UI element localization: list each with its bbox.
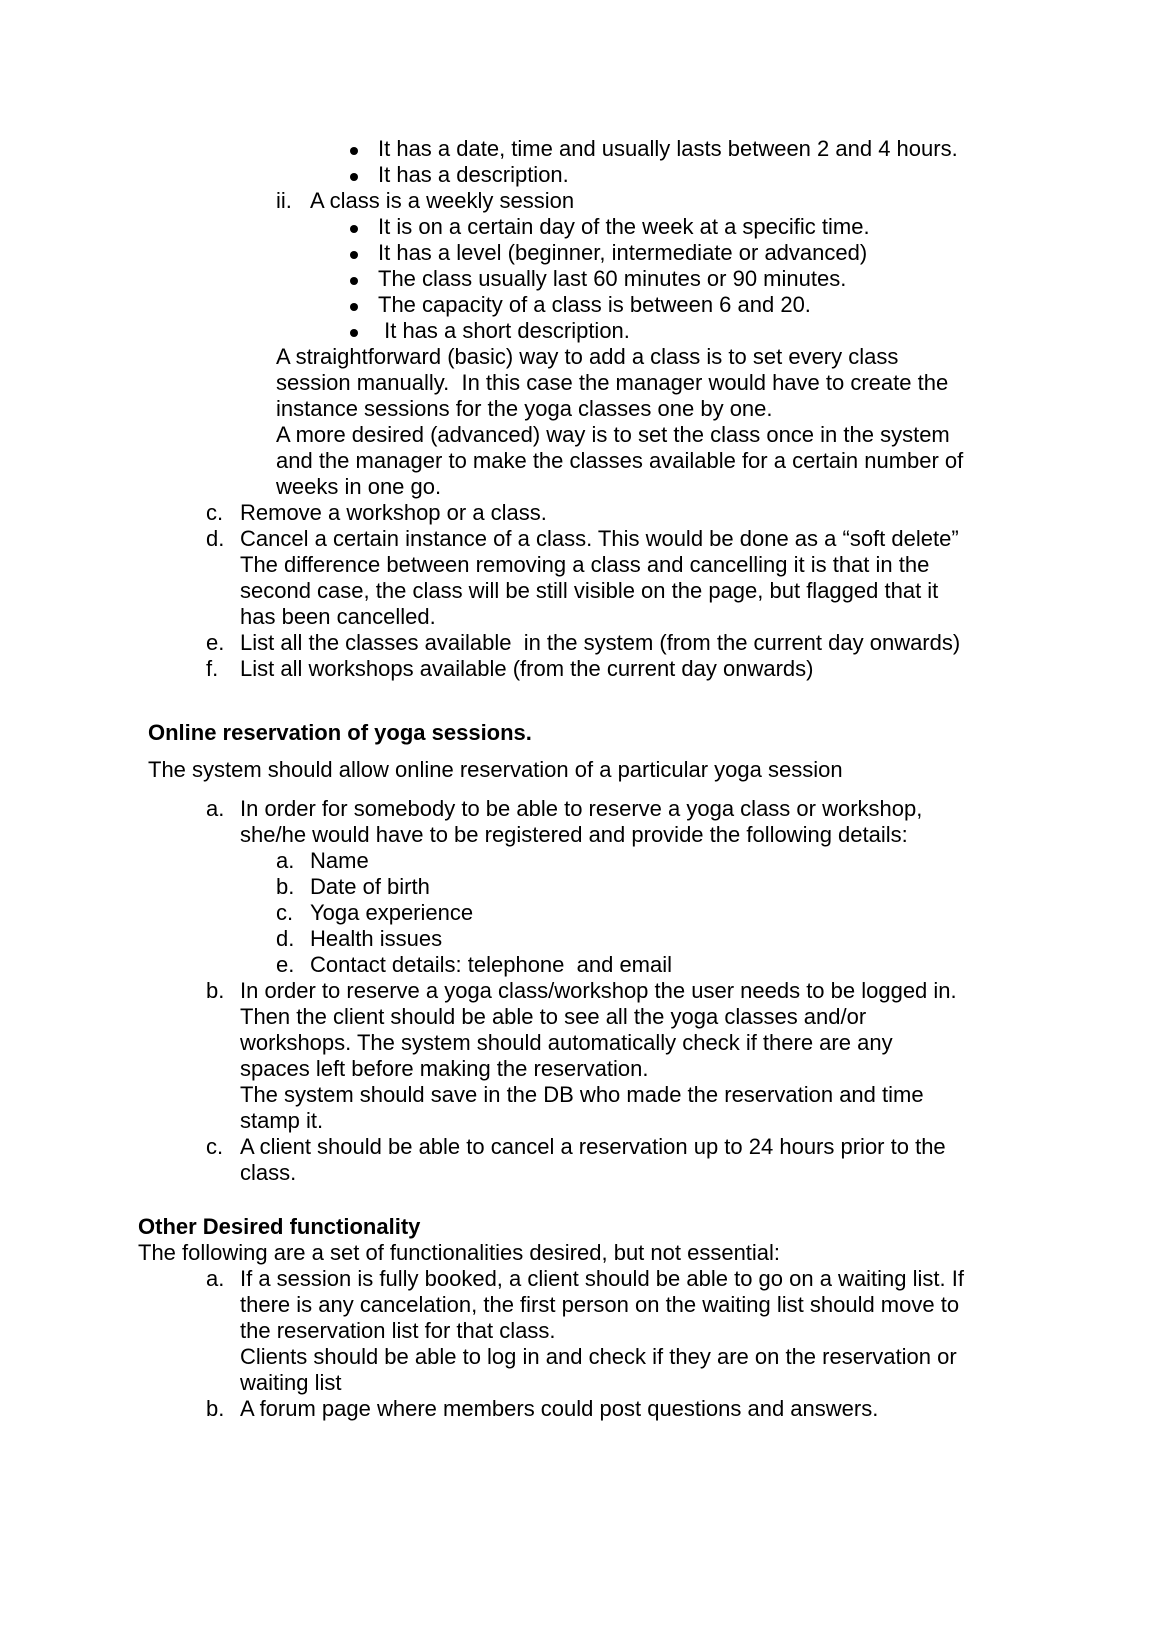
detail-item: Name	[310, 848, 369, 873]
list-marker: b.	[276, 874, 295, 899]
list-item-line: Clients should be able to log in and check if they are on the reservation or	[240, 1344, 957, 1369]
section-heading: Other Desired functionality	[138, 1214, 421, 1239]
list-item-line: Cancel a certain instance of a class. This would be done as a “soft delete”	[240, 526, 959, 551]
paragraph-line: A more desired (advanced) way is to set the class once in the system	[276, 422, 950, 447]
list-marker: e.	[276, 952, 295, 977]
list-marker: b.	[206, 1396, 225, 1421]
class-bullet: The capacity of a class is between 6 and 20.	[378, 292, 811, 317]
list-marker: c.	[206, 500, 224, 525]
list-item-line: spaces left before making the reservation.	[240, 1056, 649, 1081]
section-heading: Online reservation of yoga sessions.	[148, 720, 532, 745]
bullet-icon	[350, 303, 358, 311]
list-marker: b.	[206, 978, 225, 1003]
class-bullet: It has a level (beginner, intermediate or advanced)	[378, 240, 868, 265]
list-marker: c.	[206, 1134, 224, 1159]
detail-item: Contact details: telephone and email	[310, 952, 673, 977]
class-bullet: It is on a certain day of the week at a specific time.	[378, 214, 870, 239]
bullet-icon	[350, 147, 358, 155]
list-item-line: class.	[240, 1160, 297, 1185]
detail-item: Date of birth	[310, 874, 430, 899]
list-item-line: In order to reserve a yoga class/workshop the user needs to be logged in.	[240, 978, 957, 1003]
list-item-line: List all the classes available in the system (from the current day onwards)	[240, 630, 961, 655]
list-marker: a.	[206, 1266, 225, 1291]
list-item-line: waiting list	[240, 1370, 342, 1395]
list-marker: f.	[206, 656, 219, 681]
bullet-icon	[350, 277, 358, 285]
list-item-line: she/he would have to be registered and provide the following details:	[240, 822, 908, 847]
list-marker: a.	[206, 796, 225, 821]
bullet-icon	[350, 329, 358, 337]
list-marker: ii.	[276, 188, 292, 213]
bullet-icon	[350, 225, 358, 233]
list-item-line: The system should save in the DB who made the reservation and time	[240, 1082, 924, 1107]
list-marker: d.	[206, 526, 225, 551]
list-marker: d.	[276, 926, 295, 951]
bullet-icon	[350, 251, 358, 259]
list-marker: c.	[276, 900, 294, 925]
paragraph-line: and the manager to make the classes available for a certain number of	[276, 448, 964, 473]
workshop-bullet: It has a description.	[378, 162, 569, 187]
list-item-line: A forum page where members could post questions and answers.	[240, 1396, 879, 1421]
list-item-line: A client should be able to cancel a reservation up to 24 hours prior to the	[240, 1134, 946, 1159]
paragraph-line: weeks in one go.	[276, 474, 442, 499]
list-item-line: Then the client should be able to see all the yoga classes and/or	[240, 1004, 867, 1029]
class-bullet: The class usually last 60 minutes or 90 minutes.	[378, 266, 847, 291]
paragraph-line: session manually. In this case the manager would have to create the	[276, 370, 949, 395]
list-item-line: second case, the class will be still visible on the page, but flagged that it	[240, 578, 939, 603]
section-intro: The system should allow online reservation of a particular yoga session	[148, 757, 843, 782]
list-marker: a.	[276, 848, 295, 873]
detail-item: Yoga experience	[310, 900, 474, 925]
paragraph-line: instance sessions for the yoga classes one by one.	[276, 396, 773, 421]
workshop-bullet: It has a date, time and usually lasts between 2 and 4 hours.	[378, 136, 958, 161]
class-item-text: A class is a weekly session	[310, 188, 575, 213]
class-bullet: It has a short description.	[378, 318, 630, 343]
list-item-line: In order for somebody to be able to reserve a yoga class or workshop,	[240, 796, 923, 821]
section-intro: The following are a set of functionalities desired, but not essential:	[138, 1240, 781, 1265]
list-item-line: The difference between removing a class and cancelling it is that in the	[240, 552, 930, 577]
list-item-line: List all workshops available (from the current day onwards)	[240, 656, 814, 681]
bullet-icon	[350, 173, 358, 181]
list-item-line: If a session is fully booked, a client should be able to go on a waiting list. If	[240, 1266, 964, 1291]
list-marker: e.	[206, 630, 225, 655]
list-item-line: the reservation list for that class.	[240, 1318, 556, 1343]
list-item-line: Remove a workshop or a class.	[240, 500, 547, 525]
list-item-line: workshops. The system should automatically check if there are any	[240, 1030, 893, 1055]
paragraph-line: A straightforward (basic) way to add a class is to set every class	[276, 344, 899, 369]
list-item-line: stamp it.	[240, 1108, 324, 1133]
list-item-line: there is any cancelation, the first person on the waiting list should move to	[240, 1292, 960, 1317]
list-item-line: has been cancelled.	[240, 604, 436, 629]
detail-item: Health issues	[310, 926, 443, 951]
